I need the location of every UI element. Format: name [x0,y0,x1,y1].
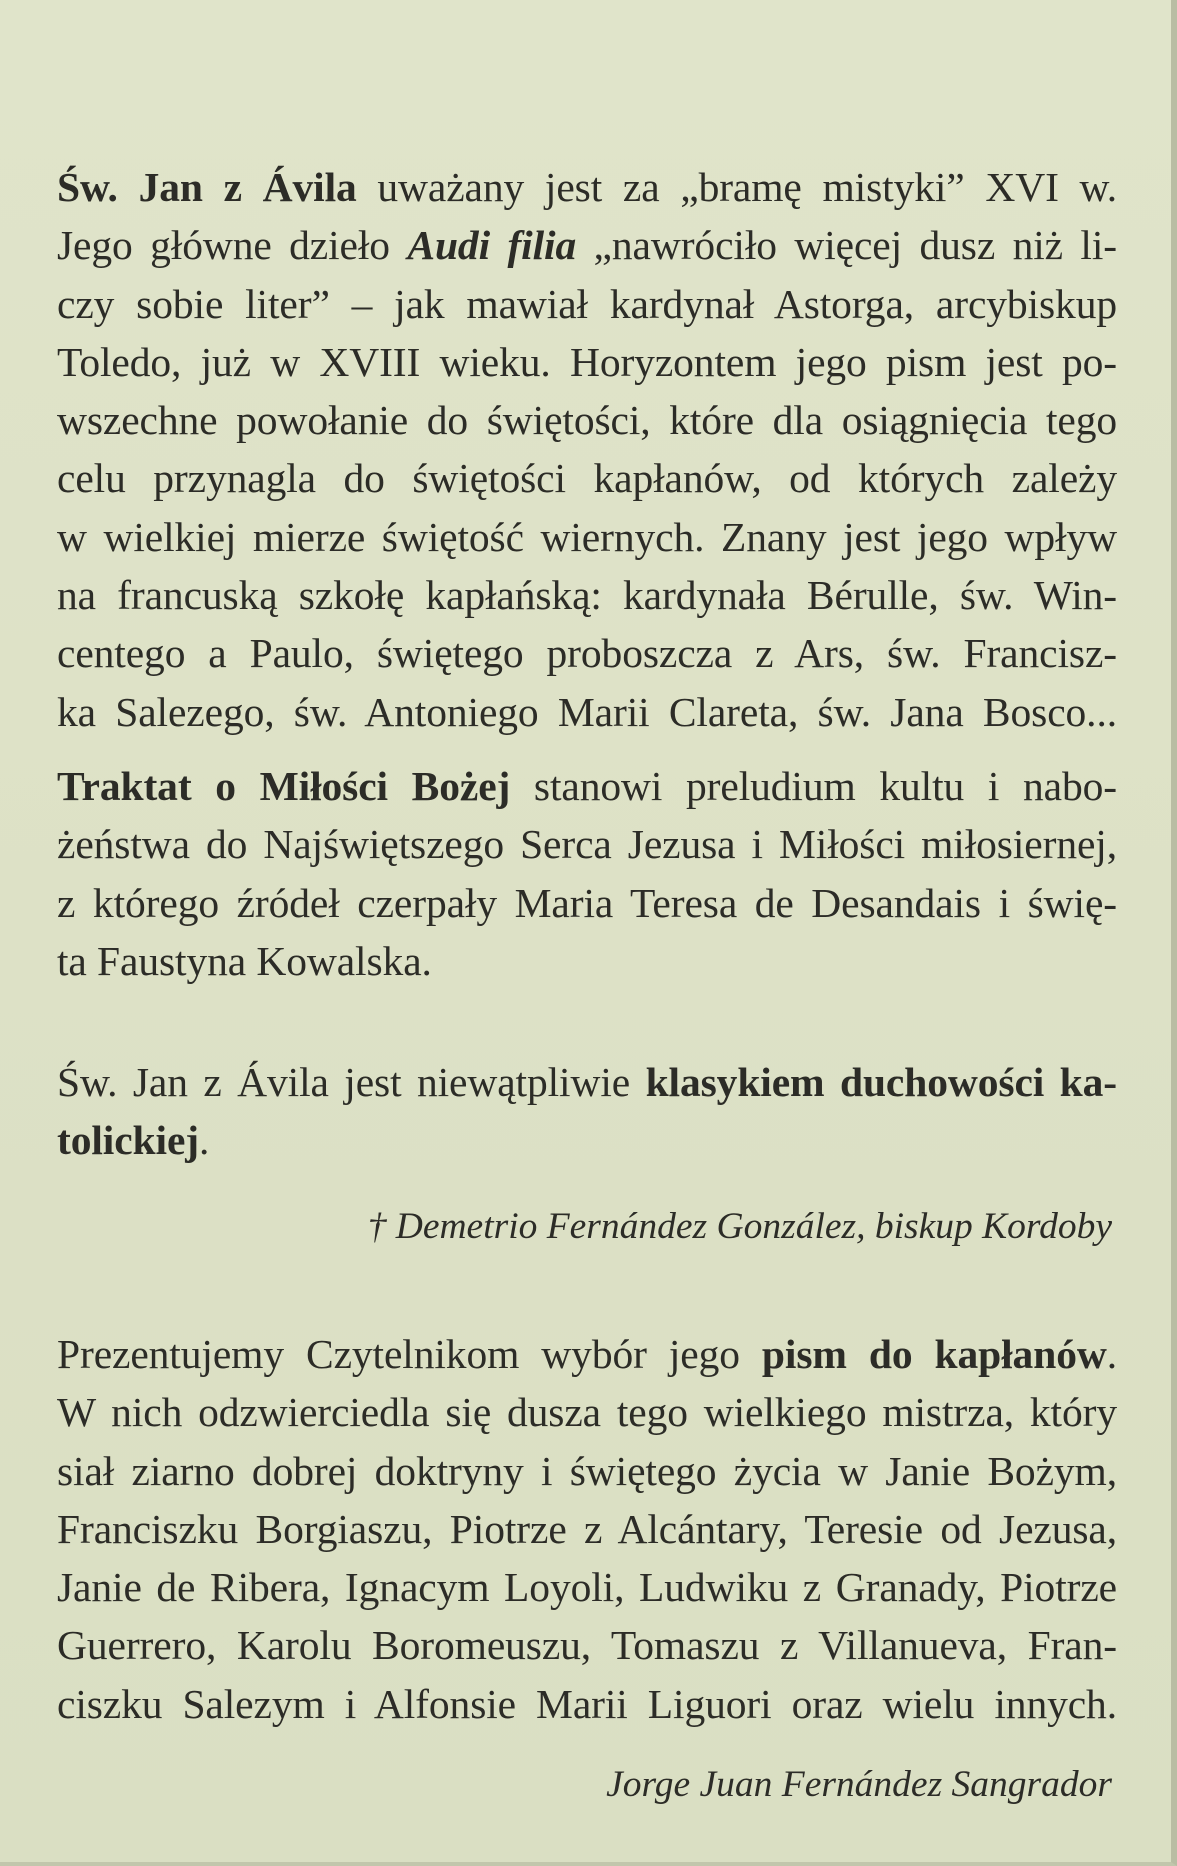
line [57,158,1117,216]
line [57,757,1117,815]
emphasis: tolickiej [57,1117,199,1164]
line: na francuską szkołę kapłańską: kardynała Bérulle, św. Win- [57,572,1117,619]
text-run: . [1106,1331,1117,1377]
emphasis: pism do kapłanów [761,1331,1107,1377]
treatise-title: Traktat o Miłości Bożej [57,763,511,809]
line: czy sobie liter” – jak mawiał kardynał Astorga, arcybiskup [57,280,1117,327]
line: ka Salezego, św. Antoniego Marii Clareta, św. Jana Bosco... [57,688,1117,735]
text-run: „nawróciło więcej dusz niż li- [576,222,1117,269]
intro-paragraph [57,158,1117,741]
text-run: . [199,1117,210,1164]
text-run: Jego główne dzieło [57,222,408,269]
line [57,216,1117,274]
line: W nich odzwierciedla się dusza tego wielkiego mistrza, który [57,1389,1117,1436]
bishop-signature: † Demetrio Fernández González, biskup Kordoby [367,1206,1112,1247]
line: Guerrero, Karolu Boromeuszu, Tomaszu z Villanueva, Fran- [57,1622,1117,1669]
line: wszechne powołanie do świętości, które dla osiągnięcia tego [57,397,1117,444]
line: celu przynagla do świętości kapłanów, od których zależy [57,455,1117,502]
line: z którego źródeł czerpały Maria Teresa de Desandais i świę- [57,879,1117,926]
work-title: Audi filia [407,222,577,269]
line [57,1325,1117,1383]
classic-paragraph [57,1053,1117,1170]
editor-signature: Jorge Juan Fernández Sangrador [606,1764,1112,1805]
selection-paragraph [57,1325,1117,1733]
line: Toledo, już w XVIII wieku. Horyzontem jego pism jest po- [57,338,1117,385]
text-run: Prezentujemy Czytelnikom wybór jego [57,1331,762,1377]
emphasis: klasykiem duchowości ka- [645,1059,1118,1105]
line: siał ziarno dobrej doktryny i świętego życia w Janie Bożym, [57,1447,1117,1494]
line: Franciszku Borgiaszu, Piotrze z Alcántary, Teresie od Jezusa, [57,1505,1117,1552]
line: w wielkiej mierze świętość wiernych. Znany jest jego wpływ [57,513,1117,560]
line: ta Faustyna Kowalska. [57,937,432,984]
line: ciszku Salezym i Alfonsie Marii Liguori oraz wielu innych. [57,1680,1117,1727]
line [57,1053,1117,1111]
author-name: Św. Jan z Ávila [57,164,357,210]
text-run: Św. Jan z Ávila jest niewątpliwie [57,1059,646,1105]
line: żeństwa do Najświętszego Serca Jezusa i Miłości miłosiernej, [57,821,1117,868]
line: centego a Paulo, świętego proboszcza z Ars, św. Francisz- [57,630,1117,677]
treatise-paragraph [57,757,1117,990]
text-run: stanowi preludium kultu i nabo- [510,763,1117,809]
line [57,1111,1117,1169]
line: Janie de Ribera, Ignacym Loyoli, Ludwiku z Granady, Piotrze [57,1564,1117,1611]
text-run: uważany jest za „bramę mistyki” XVI w. [356,164,1117,210]
